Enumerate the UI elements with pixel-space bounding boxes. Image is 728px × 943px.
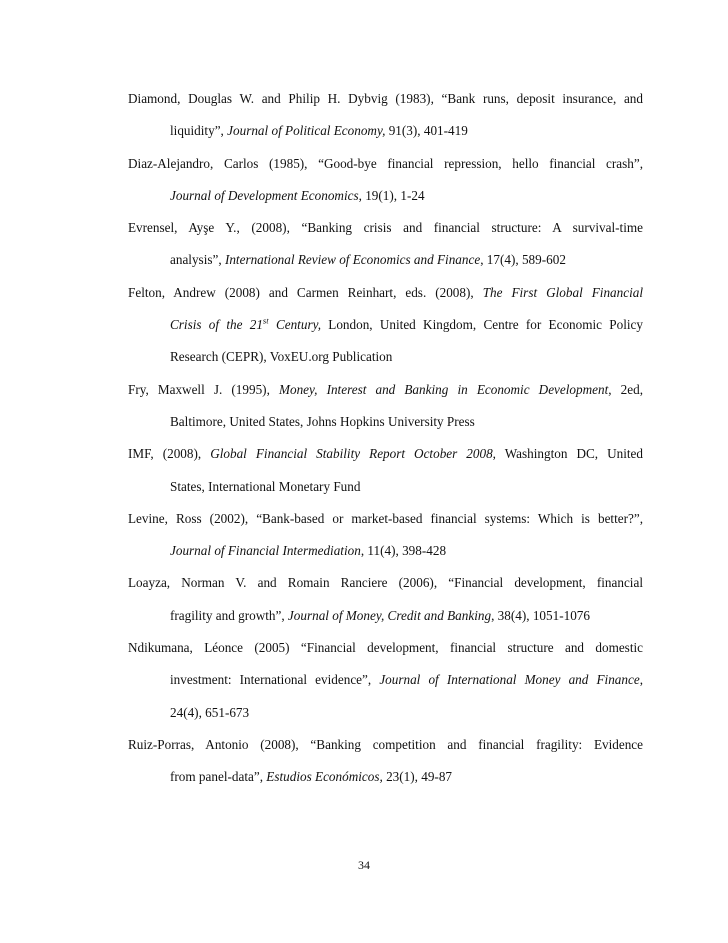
reference-text: Felton, Andrew (2008) and Carmen Reinhart, eds. (2008),	[128, 284, 483, 300]
reference-text: IMF, (2008),	[128, 446, 211, 462]
reference-italic-text: Estudios Económicos,	[266, 769, 383, 785]
reference-line	[128, 374, 643, 406]
reference-text: fragility and growth”,	[170, 607, 288, 623]
reference-text: investment: International evidence”,	[170, 672, 380, 688]
reference-text: Levine, Ross (2002), “Bank-based or market-based financial systems: Which is better?”,	[128, 510, 643, 526]
reference-line	[128, 761, 643, 793]
reference-line	[128, 567, 643, 599]
reference-italic-text: Journal of International Money and Finance	[379, 672, 640, 688]
reference-line	[128, 212, 643, 244]
reference-italic-text: Journal of Political Economy,	[227, 123, 386, 139]
reference-line	[128, 503, 643, 535]
reference-text: Evrensel, Ayşe Y., (2008), “Banking crisis and financial structure: A survival-time	[128, 220, 643, 236]
reference-text: Research (CEPR), VoxEU.org Publication	[170, 349, 393, 365]
reference-entry	[128, 148, 643, 213]
reference-text: from panel-data”,	[170, 769, 267, 785]
reference-text: Ruiz-Porras, Antonio (2008), “Banking competition and financial fragility: Evidence	[128, 736, 643, 752]
reference-text: , 19(1), 1-24	[358, 187, 425, 203]
reference-line	[128, 600, 643, 632]
reference-text: 23(1), 49-87	[382, 769, 453, 785]
reference-line	[128, 729, 643, 761]
reference-text: , 2ed,	[608, 381, 644, 397]
reference-text: States, International Monetary Fund	[170, 478, 361, 494]
reference-text: Ndikumana, Léonce (2005) “Financial development, financial structure and domestic	[128, 640, 643, 656]
reference-text: , 38(4), 1051-1076	[491, 607, 590, 623]
reference-line	[128, 406, 643, 438]
reference-entry	[128, 374, 643, 439]
reference-italic-text: International Review of Economics and Finance	[224, 252, 481, 268]
reference-text: Loayza, Norman V. and Romain Ranciere (2006), “Financial development, financial	[128, 575, 643, 591]
reference-entry	[128, 567, 643, 632]
reference-text: Baltimore, United States, Johns Hopkins University Press	[170, 413, 475, 429]
reference-list	[128, 83, 643, 794]
reference-line	[128, 309, 643, 341]
reference-italic-text: Global Financial Stability Report October 2008	[210, 446, 493, 462]
reference-text: Diaz-Alejandro, Carlos (1985), “Good-bye financial repression, hello financial crash”,	[128, 155, 643, 171]
reference-line	[128, 148, 643, 180]
reference-text: ,	[639, 672, 643, 688]
reference-line	[128, 535, 643, 567]
reference-entry	[128, 729, 643, 794]
reference-entry	[128, 277, 643, 374]
reference-italic-text: Money, Interest and Banking in Economic Development	[279, 381, 609, 397]
reference-line	[128, 341, 643, 373]
reference-line	[128, 632, 643, 664]
reference-italic-text: Journal of Financial Intermediation	[170, 543, 361, 559]
reference-line	[128, 664, 643, 696]
reference-entry	[128, 83, 643, 148]
reference-entry	[128, 632, 643, 729]
reference-entry	[128, 503, 643, 568]
reference-text: Diamond, Douglas W. and Philip H. Dybvig (1983), “Bank runs, deposit insurance, and	[128, 91, 643, 106]
reference-text: , 11(4), 398-428	[360, 543, 447, 559]
reference-entry	[128, 212, 643, 277]
reference-line	[128, 697, 643, 729]
reference-line	[128, 180, 643, 212]
reference-italic-text: Century,	[268, 317, 321, 333]
reference-line	[128, 438, 643, 470]
reference-italic-text: The First Global Financial	[482, 284, 644, 300]
reference-text: 24(4), 651-673	[170, 704, 250, 720]
reference-text: analysis”,	[170, 252, 225, 268]
reference-italic-text: st	[262, 315, 269, 326]
reference-line	[128, 115, 643, 147]
reference-italic-text: Crisis of the 21	[170, 317, 263, 333]
reference-italic-text: Journal of Money, Credit and Banking	[287, 607, 492, 623]
reference-text: liquidity”,	[170, 123, 228, 139]
reference-italic-text: Journal of Development Economics	[170, 187, 359, 203]
reference-text: , Washington DC, United	[492, 446, 643, 462]
reference-entry	[128, 438, 643, 503]
reference-text: Fry, Maxwell J. (1995),	[128, 381, 279, 397]
page-number: 34	[358, 858, 370, 872]
reference-line	[128, 244, 643, 276]
reference-text: London, United Kingdom, Centre for Economic Policy	[321, 317, 643, 333]
reference-text: , 17(4), 589-602	[480, 252, 566, 268]
reference-text: 91(3), 401-419	[385, 123, 468, 139]
reference-line	[128, 277, 643, 309]
reference-line	[128, 83, 643, 115]
reference-line	[128, 471, 643, 503]
